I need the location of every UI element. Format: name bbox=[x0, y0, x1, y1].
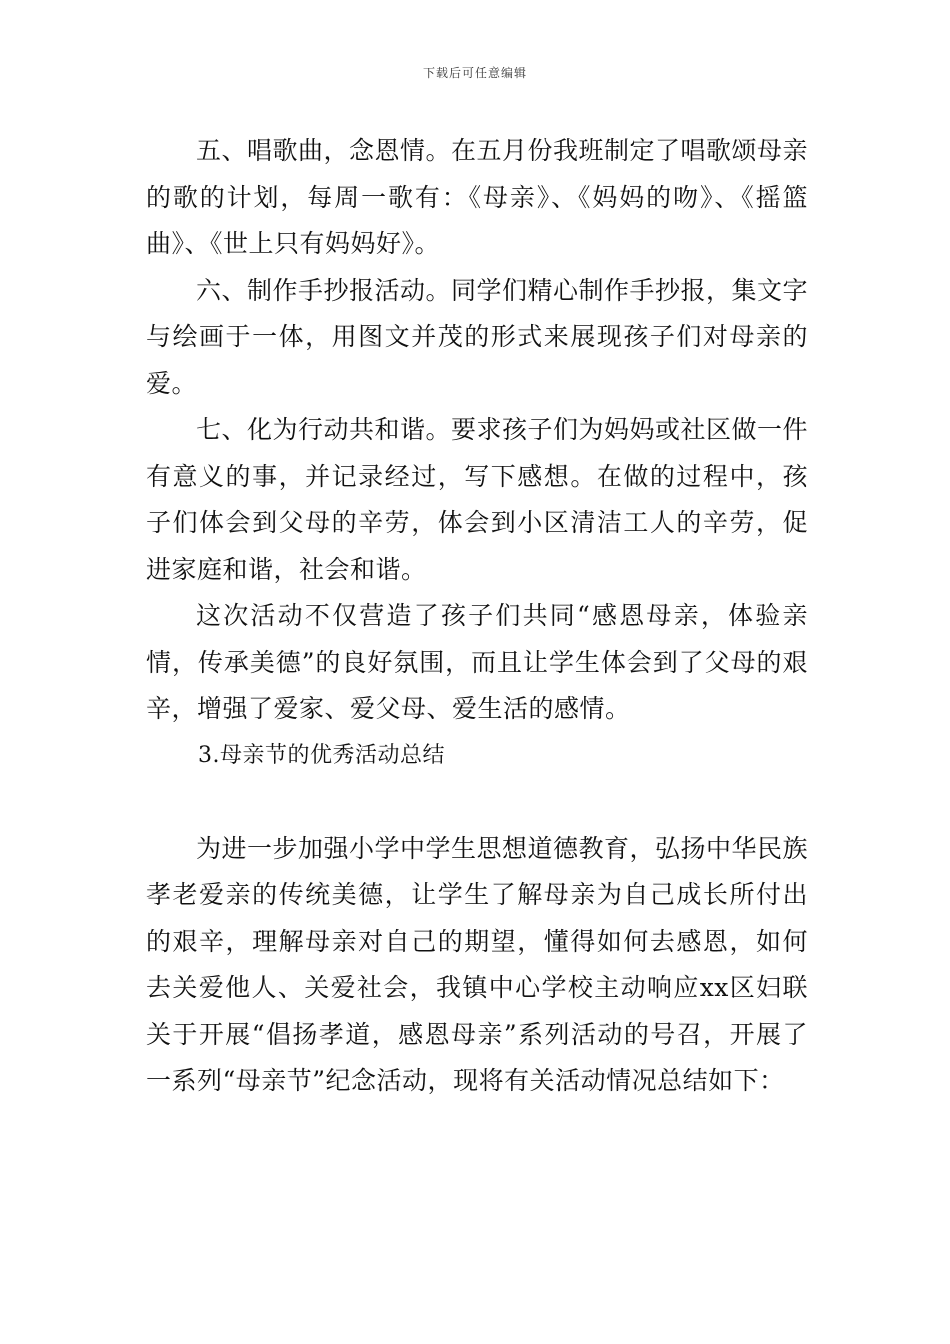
paragraph-action-harmony: 七、化为行动共和谐。要求孩子们为妈妈或社区做一件有意义的事，并记录经过，写下感想。在做的过程中，孩子们体会到父母的辛劳，体会到小区清洁工人的辛劳，促进家庭和谐，社会和谐。 bbox=[146, 415, 809, 584]
paragraph-handmade-newspaper: 六、制作手抄报活动。同学们精心制作手抄报，集文字与绘画于一体，用图文并茂的形式来展现孩子们对母亲的爱。 bbox=[146, 275, 809, 398]
blank-line bbox=[146, 779, 808, 826]
paragraph-activity-summary: 这次活动不仅营造了孩子们共同“感恩母亲，体验亲情，传承美德”的良好氛围，而且让学生体会到了父母的艰辛，增强了爱家、爱父母、爱生活的感情。 bbox=[146, 601, 808, 723]
document-body bbox=[146, 128, 808, 1105]
paragraph-introduction: 为进一步加强小学中学生思想道德教育，弘扬中华民族孝老爱亲的传统美德，让学生了解母亲为自己成长所付出的艰辛，理解母亲对自己的期望，懂得如何去感恩，如何去关爱他人、关爱社会，我镇中心学校主动响应xx区妇联关于开展“倡扬孝道，感恩母亲”系列活动的号召，开展了一系列“母亲节”纪念活动，现将有关活动情况总结如下： bbox=[146, 833, 809, 1095]
header-note: 下载后可任意编辑 bbox=[422, 66, 527, 80]
paragraph-singing: 五、唱歌曲，念恩情。在五月份我班制定了唱歌颂母亲的歌的计划，每周一歌有：《母亲》、《妈妈的吻》、《摇篮曲》、《世上只有妈妈好》。 bbox=[146, 136, 809, 258]
section-title: 3.母亲节的优秀活动总结 bbox=[198, 742, 445, 768]
